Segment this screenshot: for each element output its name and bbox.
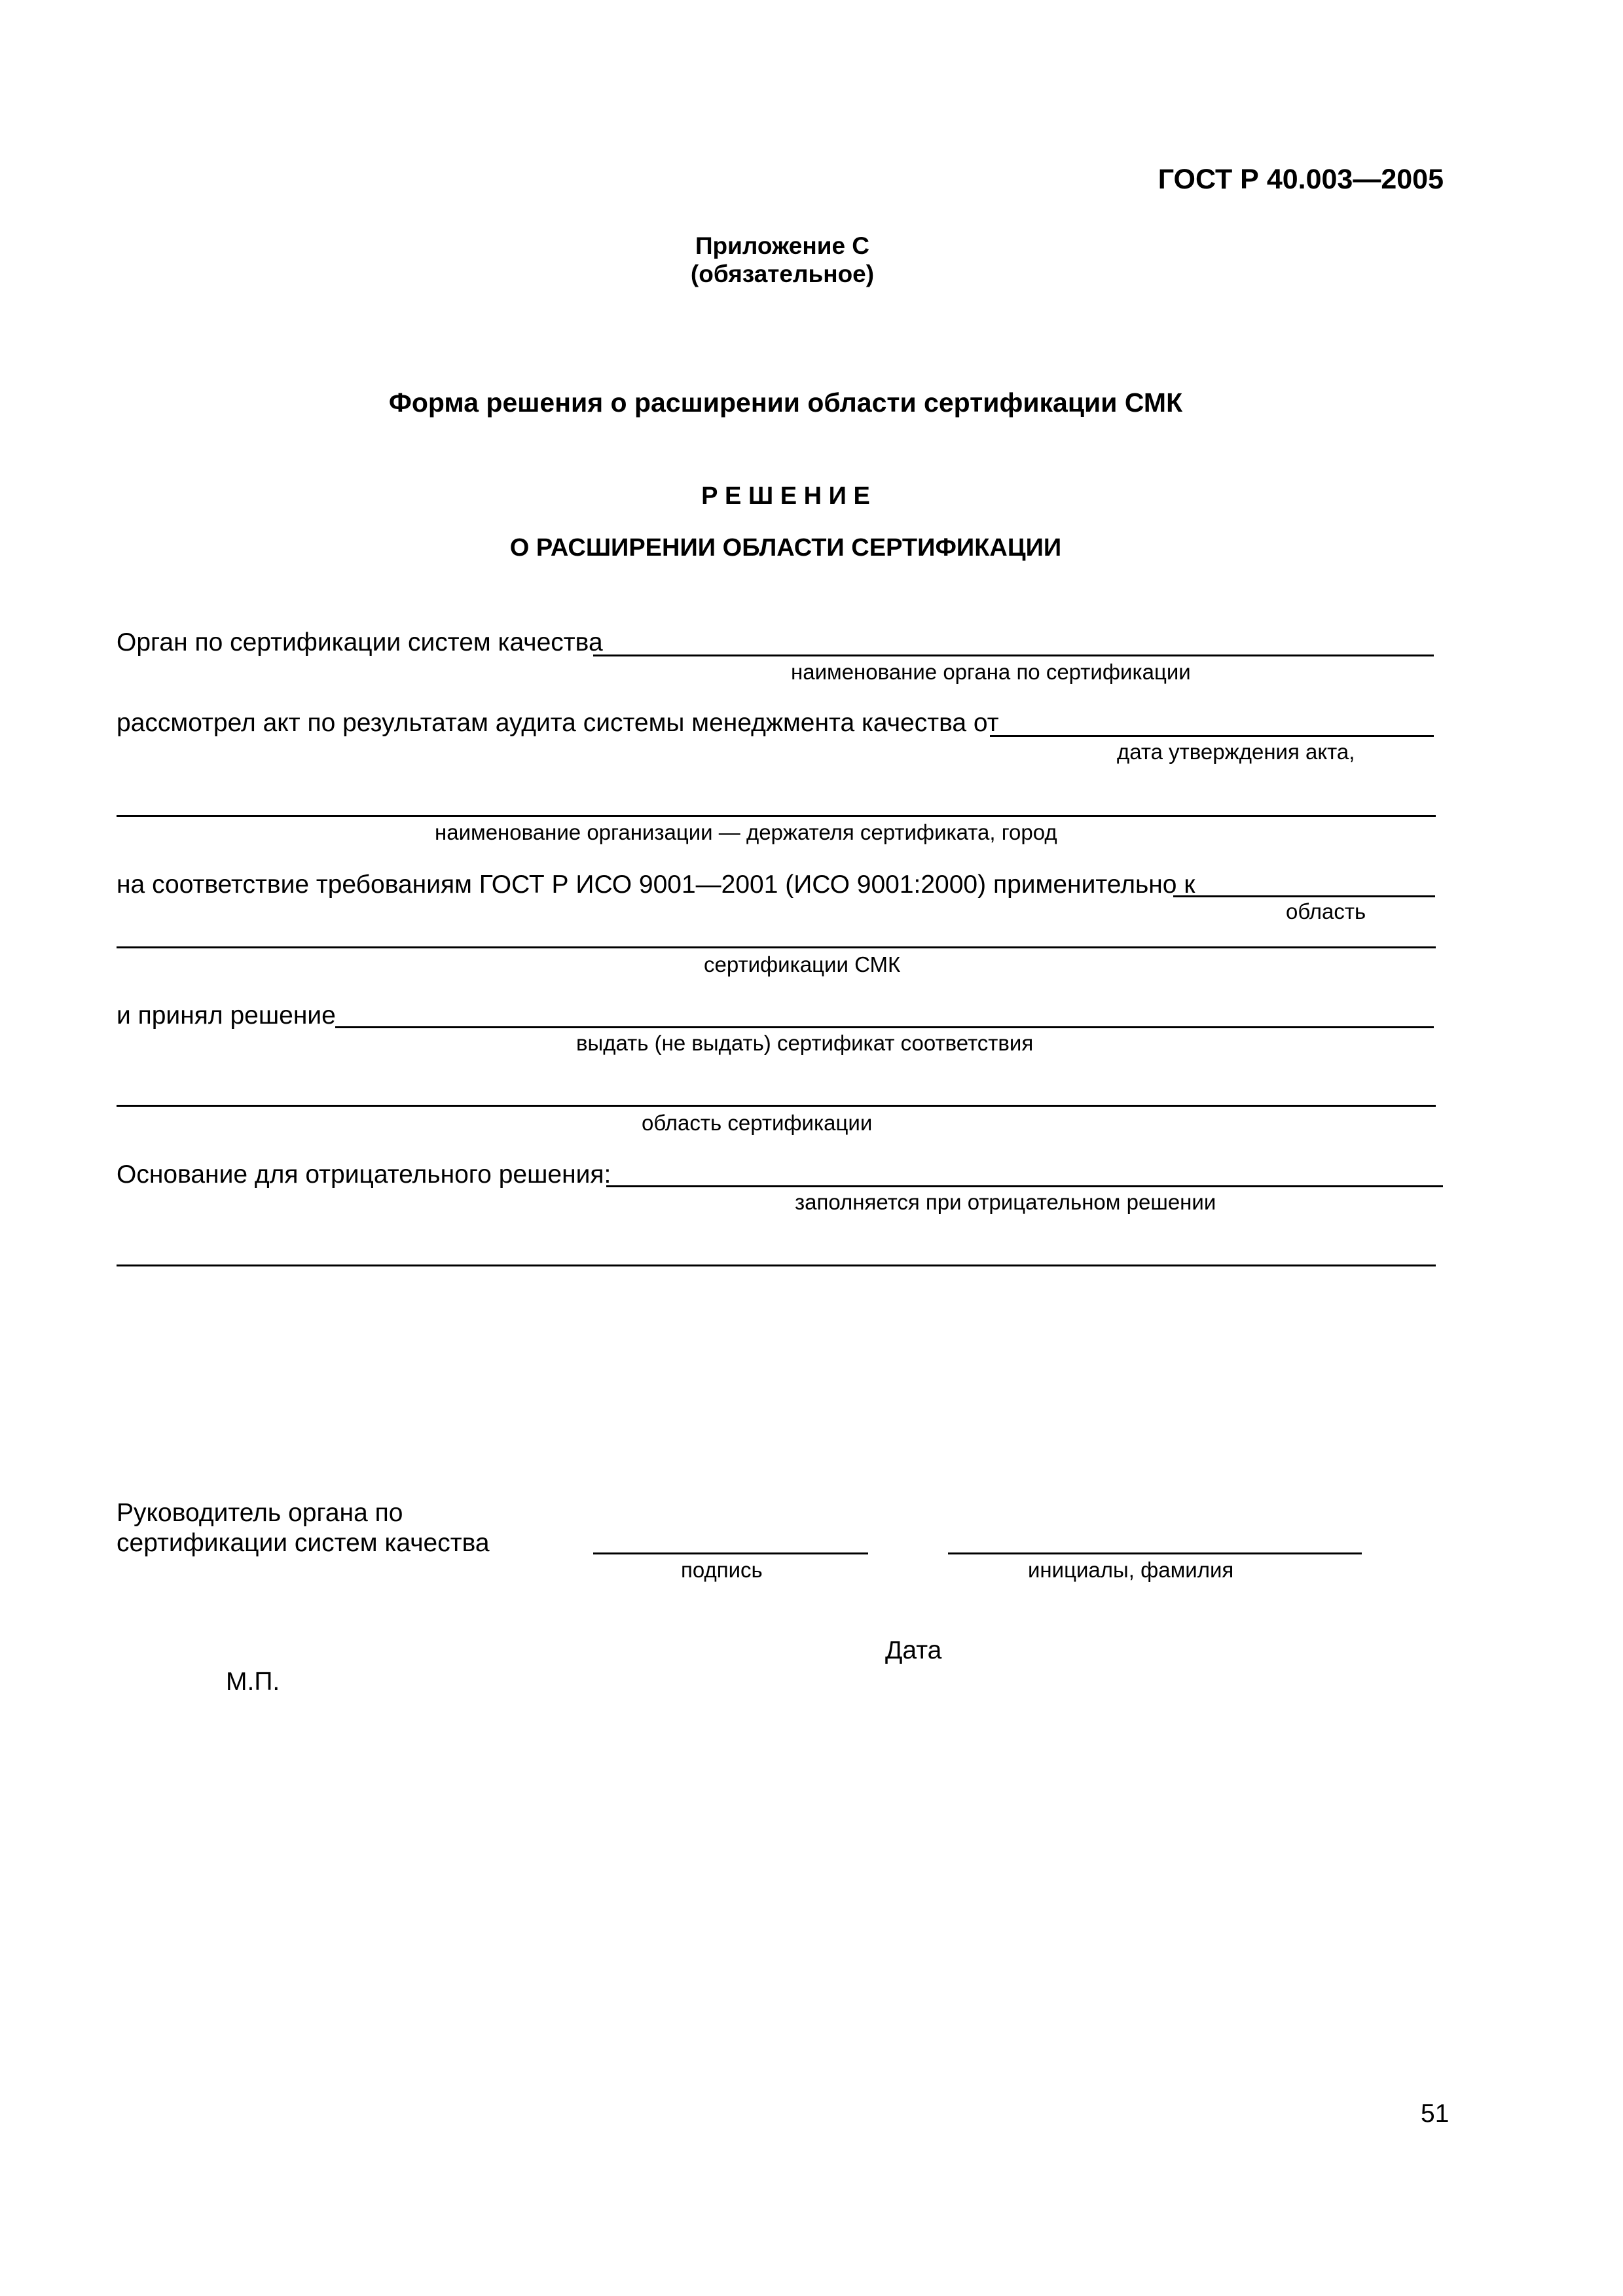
decision-label: и принял решение — [117, 1001, 336, 1030]
act-label: рассмотрел акт по результатам аудита системы менеджмента качества от — [117, 709, 999, 737]
name-line[interactable] — [948, 1552, 1362, 1554]
scope-caption-2: сертификации СМК — [704, 952, 901, 977]
form-title: Форма решения о расширении области сертификации СМК — [388, 387, 1183, 418]
page-number: 51 — [1421, 2100, 1450, 2128]
signature-line[interactable] — [593, 1552, 868, 1554]
signature-caption: подпись — [681, 1558, 763, 1582]
body-caption: наименование органа по сертификации — [791, 660, 1191, 684]
org-caption: наименование организации — держателя сертификата, город — [435, 820, 1057, 844]
decision-heading: Р Е Ш Е Н И Е — [701, 482, 870, 510]
body-label: Орган по сертификации систем качества — [117, 628, 603, 656]
head-title-line2: сертификации систем качества — [117, 1529, 490, 1557]
date-label: Дата — [885, 1636, 942, 1664]
basis-caption: заполняется при отрицательном решении — [795, 1190, 1216, 1214]
decision-subheading: О РАСШИРЕНИИ ОБЛАСТИ СЕРТИФИКАЦИИ — [509, 534, 1062, 562]
act-date-line[interactable] — [990, 735, 1434, 737]
basis-line[interactable] — [606, 1185, 1443, 1187]
stamp-label: М.П. — [226, 1668, 280, 1696]
compliance-label: на соответствие требованиям ГОСТ Р ИСО 9001—2001 (ИСО 9001:2000) применительно к — [117, 870, 1195, 899]
area-line[interactable] — [117, 1105, 1436, 1107]
basis-label: Основание для отрицательного решения: — [117, 1160, 611, 1189]
name-caption: инициалы, фамилия — [1028, 1558, 1234, 1582]
body-line[interactable] — [593, 655, 1434, 656]
org-line[interactable] — [117, 815, 1436, 817]
standard-number: ГОСТ Р 40.003—2005 — [1158, 164, 1444, 195]
act-date-caption: дата утверждения акта, — [1117, 740, 1355, 764]
scope-line-1[interactable] — [1173, 895, 1435, 897]
decision-line[interactable] — [335, 1026, 1434, 1028]
appendix-status: (обязательное) — [690, 260, 875, 287]
scope-caption-1: область — [1286, 899, 1366, 924]
decision-caption: выдать (не выдать) сертификат соответствия — [576, 1031, 1034, 1055]
basis-line-2[interactable] — [117, 1265, 1436, 1266]
scope-line-2[interactable] — [117, 946, 1436, 948]
area-caption: область сертификации — [642, 1111, 873, 1135]
head-title-line1: Руководитель органа по — [117, 1499, 403, 1527]
appendix-title: Приложение С — [695, 232, 870, 259]
